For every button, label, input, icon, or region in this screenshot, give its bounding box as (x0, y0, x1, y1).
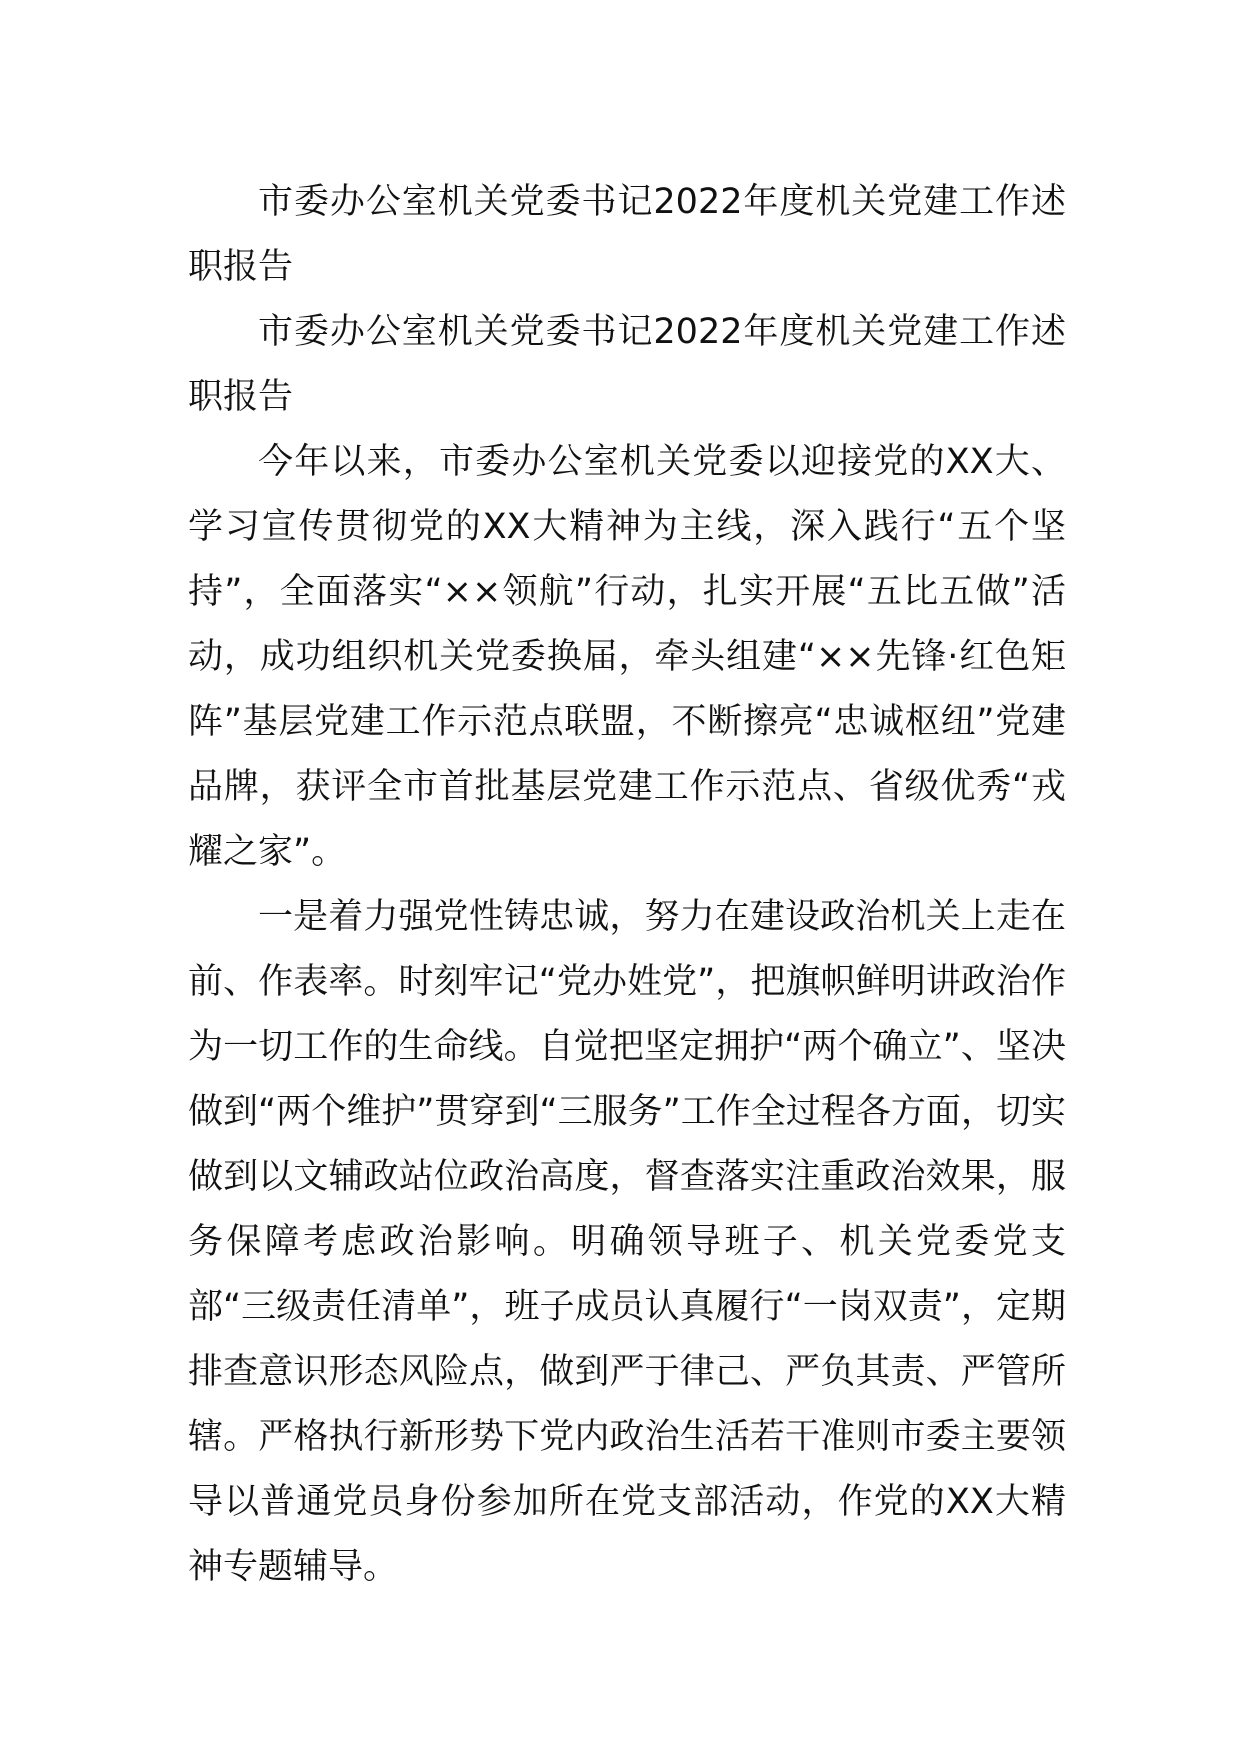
document-body (188, 170, 1066, 1600)
document-title-repeat: 市委办公室机关党委书记2022年度机关党建工作述职报告 (188, 312, 1066, 417)
section-one-paragraph: 一是着力强党性铸忠诚，努力在建设政治机关上走在前、作表率。时刻牢记“党办姓党”，把旗帜鲜明讲政治作为一切工作的生命线。自觉把坚定拥护“两个确立”、坚决做到“两个维护”贯穿到“三服务”工作全过程各方面，切实做到以文辅政站位政治高度，督查落实注重政治效果，服务保障考虑政治影响。明确领导班子、机关党委党支部“三级责任清单”，班子成员认真履行“一岗双责”，定期排查意识形态风险点，做到严于律己、严负其责、严管所辖。严格执行新形势下党内政治生活若干准则市委主要领导以普通党员身份参加所在党支部活动，作党的XX大精神专题辅导。 (188, 897, 1066, 1587)
intro-paragraph: 今年以来，市委办公室机关党委以迎接党的XX大、学习宣传贯彻党的XX大精神为主线，深入践行“五个坚持”，全面落实“××领航”行动，扎实开展“五比五做”活动，成功组织机关党委换届，牵头组建“××先锋·红色矩阵”基层党建工作示范点联盟，不断擦亮“忠诚枢纽”党建品牌，获评全市首批基层党建工作示范点、省级优秀“戎耀之家”。 (188, 442, 1066, 872)
document-title: 市委办公室机关党委书记2022年度机关党建工作述职报告 (188, 182, 1066, 287)
